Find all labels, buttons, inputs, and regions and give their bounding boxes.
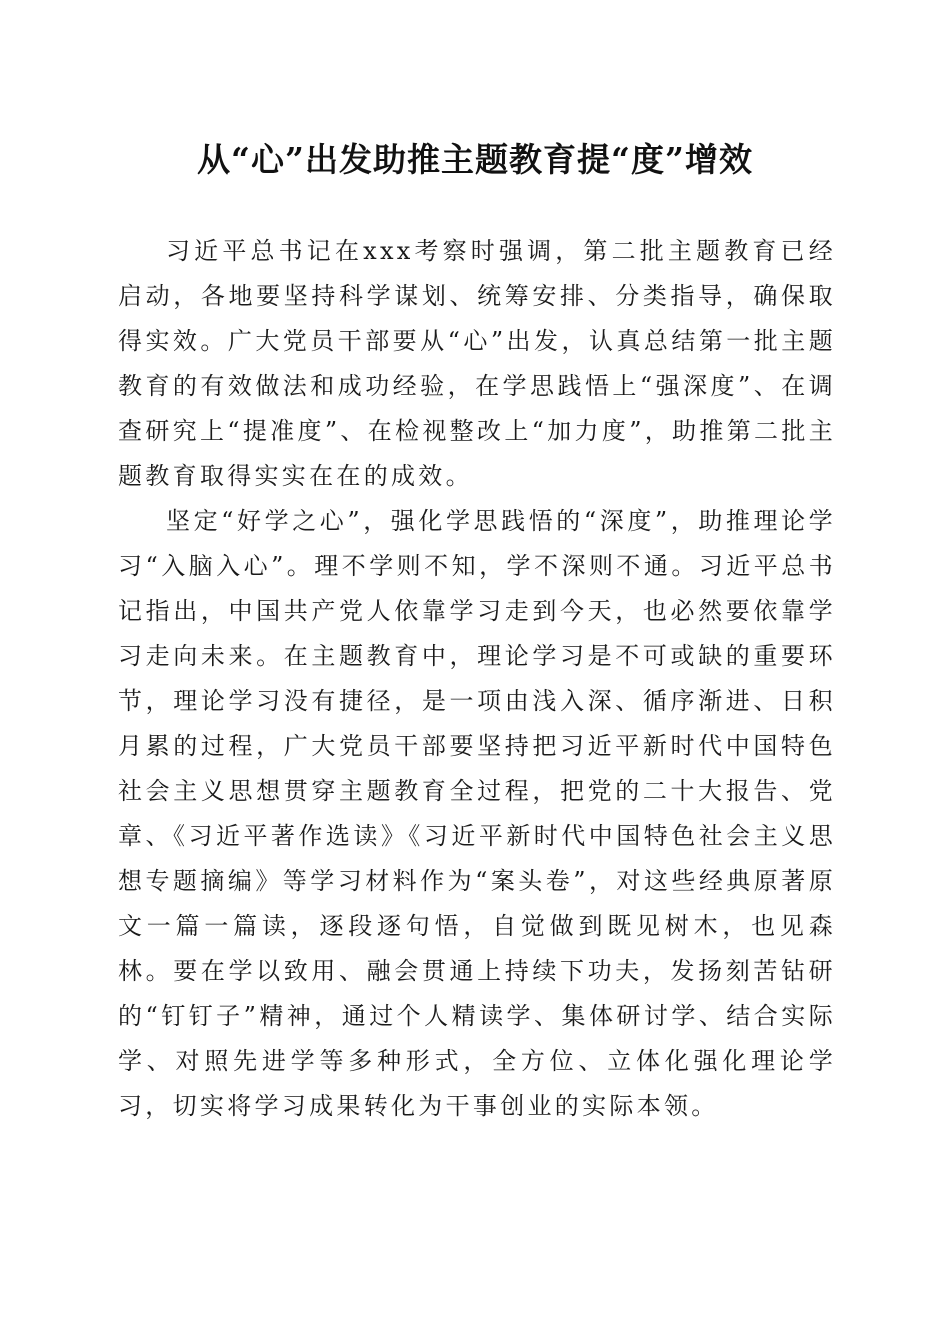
- paragraph-study: 坚定“好学之心”，强化学思践悟的“深度”，助推理论学习“入脑入心”。理不学则不知，学不深则不通。习近平总书记指出，中国共产党人依靠学习走到今天，也必然要依靠学习走向未来。在主题教育中，理论学习是不可或缺的重要环节，理论学习没有捷径，是一项由浅入深、循序渐进、日积月累的过程，广大党员干部要坚持把习近平新时代中国特色社会主义思想贯穿主题教育全过程，把党的二十大报告、党章、《习近平著作选读》《习近平新时代中国特色社会主义思想专题摘编》等学习材料作为“案头卷”，对这些经典原著原文一篇一篇读，逐段逐句悟，自觉做到既见树木，也见森林。要在学以致用、融会贯通上持续下功夫，发扬刻苦钻研的“钉钉子”精神，通过个人精读学、集体研讨学、结合实际学、对照先进学等多种形式，全方位、立体化强化理论学习，切实将学习成果转化为干事创业的实际本领。: [118, 507, 836, 1120]
- document-title: 从“心”出发助推主题教育提“度”增效: [197, 140, 753, 179]
- document-body: [118, 229, 836, 1129]
- paragraph-intro: 习近平总书记在xxx考察时强调，第二批主题教育已经启动，各地要坚持科学谋划、统筹安排、分类指导，确保取得实效。广大党员干部要从“心”出发，认真总结第一批主题教育的有效做法和成功经验，在学思践悟上“强深度”、在调查研究上“提准度”、在检视整改上“加力度”，助推第二批主题教育取得实实在在的成效。: [118, 237, 836, 490]
